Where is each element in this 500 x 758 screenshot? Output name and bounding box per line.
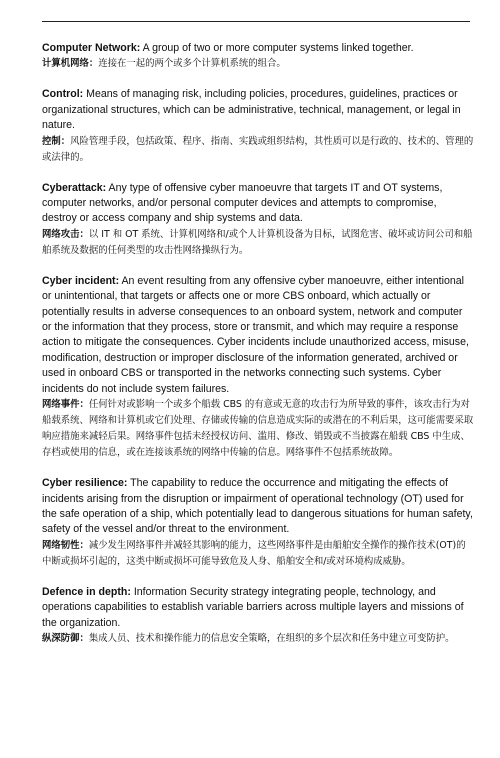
top-rule xyxy=(42,21,470,22)
entry-term: Defence in depth: xyxy=(42,585,131,598)
entry-chinese xyxy=(42,134,474,166)
entry-english xyxy=(42,476,474,538)
glossary-entry-defence-in-depth xyxy=(42,585,474,647)
entry-definition-zh: 风险管理手段，包括政策、程序、指南、实践或组织结构，其性质可以是行政的、技术的、管理的或法律的。 xyxy=(42,135,474,163)
entry-definition: Means of managing risk, including policies, procedures, guidelines, practices or organizational structures, which can be administrative, technical, management, or legal in nature. xyxy=(42,88,461,132)
entry-chinese xyxy=(42,538,474,570)
entry-chinese xyxy=(42,397,474,461)
entry-term-zh: 控制： xyxy=(42,135,71,147)
entry-definition-zh: 以 IT 和 OT 系统、计算机网络和/或个人计算机设备为目标，试图危害、破坏或访问公司和船舶系统及数据的任何类型的攻击性网络操纵行为。 xyxy=(42,228,473,256)
entry-definition: A group of two or more computer systems linked together. xyxy=(140,42,414,54)
entry-definition-zh: 集成人员、技术和操作能力的信息安全策略，在组织的多个层次和任务中建立可变防护。 xyxy=(88,632,455,644)
entry-chinese xyxy=(42,56,474,72)
entry-term-zh: 网络韧性： xyxy=(42,539,89,551)
entry-definition-zh: 减少发生网络事件并减轻其影响的能力，这些网络事件是由船舶安全操作的操作技术(OT)的中断或损坏引起的，这类中断或损坏可能导致危及人身、船舶安全和/或对环境构成威胁。 xyxy=(42,539,466,567)
entry-english xyxy=(42,181,474,227)
entry-chinese xyxy=(42,227,474,259)
entry-english xyxy=(42,585,474,631)
entry-chinese xyxy=(42,631,474,647)
glossary-entry-computer-network xyxy=(42,41,474,72)
entry-definition-zh: 连接在一起的两个或多个计算机系统的组合。 xyxy=(98,58,286,70)
glossary-entry-control xyxy=(42,87,474,165)
entry-definition: An event resulting from any offensive cyber manoeuvre, either intentional or unintentional, that targets or affects one or more CBS onboard, which actually or potentially results in adverse consequences to an onboard system, network and computer or the information that they process, store or transmit, and which may require a response action to mitigate the consequences. Cyber incidents include unauthorized access, misuse, modification, destruction or improper disclosure of the information generated, archived or used in onboard CBS or transported in the networks connecting such systems. Cyber incidents do not include system failures. xyxy=(42,274,469,395)
entry-term: Cyber resilience: xyxy=(42,477,128,490)
entry-term-zh: 网络事件： xyxy=(42,399,89,411)
entry-definition-zh: 任何针对或影响一个或多个船载 CBS 的有意或无意的攻击行为所导致的事件，该攻击行为对船载系统、网络和计算机或它们处理、存储或传输的信息造成实际的或潜在的不利后果，这可能需要采取响应措施来减轻后果。网络事件包括未经授权访问、滥用、修改、销毁或不当披露在船载 CBS 中生成、存档或使用的信息，或在连接该系统的网络中传输的信息。网络事件不包括系统故障。 xyxy=(42,399,474,459)
entry-term-zh: 纵深防御： xyxy=(42,632,89,644)
glossary-entry-cyber-incident xyxy=(42,274,474,461)
entry-term: Cyber incident: xyxy=(42,274,120,287)
entry-definition: Information Security strategy integrating people, technology, and operations capabilities to establish variable barriers across multiple layers and missions of the organization. xyxy=(42,585,464,629)
entry-english xyxy=(42,41,474,56)
entry-term-zh: 计算机网络： xyxy=(42,58,99,70)
entry-definition: The capability to reduce the occurrence and mitigating the effects of incidents arising from the disruption or impairment of operational technology (OT) used for the safe operation of a ship, which potentially lead to dangerous situations for human safety, safety of the vessel and/or threat to the environment. xyxy=(42,477,473,536)
entry-term: Computer Network: xyxy=(42,42,141,54)
glossary-entry-cyberattack xyxy=(42,181,474,259)
glossary-entry-cyber-resilience xyxy=(42,476,474,570)
glossary-entries xyxy=(42,41,474,662)
entry-english xyxy=(42,87,474,133)
entry-definition: Any type of offensive cyber manoeuvre that targets IT and OT systems, computer networks, and/or personal computer devices and attempts to compromise, destroy or access company and ship systems and data. xyxy=(42,181,443,225)
entry-term-zh: 网络攻击： xyxy=(42,228,89,240)
entry-term: Control: xyxy=(42,88,84,101)
entry-english xyxy=(42,274,474,397)
entry-term: Cyberattack: xyxy=(42,181,107,194)
